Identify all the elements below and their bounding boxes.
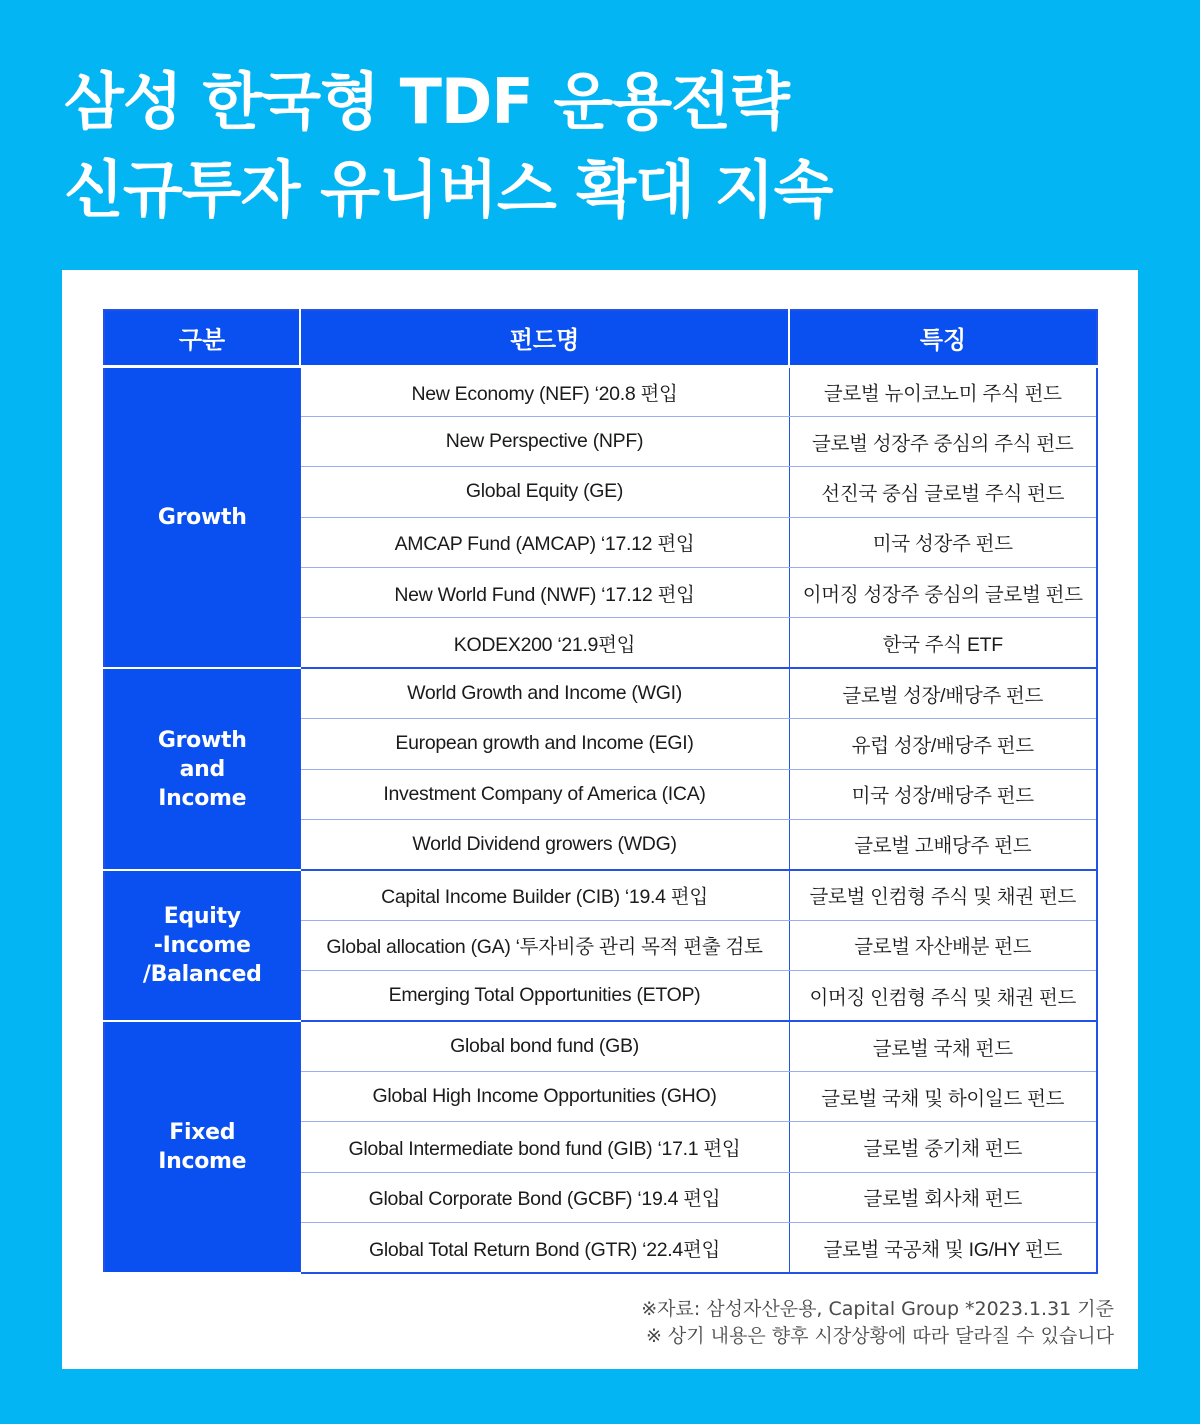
- feature-cell: 한국 주식 ETF: [789, 618, 1097, 668]
- fund-name-cell: New Perspective (NPF): [300, 416, 789, 466]
- table-row: [104, 366, 1097, 416]
- table-body: [104, 366, 1097, 1273]
- fund-name-cell: World Dividend growers (WDG): [300, 820, 789, 870]
- category-cell: [104, 1021, 300, 1273]
- category-label-line: Income: [158, 785, 247, 811]
- source-note: ※자료: 삼성자산운용, Capital Group *2023.1.31 기준: [641, 1298, 1114, 1320]
- header-feature: 특징: [789, 310, 1097, 366]
- feature-cell: 이머징 성장주 중심의 글로벌 펀드: [789, 568, 1097, 618]
- category-label-line: and: [179, 756, 225, 782]
- feature-cell: 글로벌 회사채 펀드: [789, 1172, 1097, 1222]
- feature-cell: 이머징 인컴형 주식 및 채권 펀드: [789, 971, 1097, 1021]
- category-label-line: Income: [158, 1149, 247, 1175]
- fund-name-cell: Global Total Return Bond (GTR) ‘22.4편입: [300, 1223, 789, 1273]
- fund-name-cell: New World Fund (NWF) ‘17.12 편입: [300, 568, 789, 618]
- category-label-line: -Income: [153, 932, 251, 958]
- feature-cell: 미국 성장주 펀드: [789, 517, 1097, 567]
- fund-name-cell: Global Equity (GE): [300, 467, 789, 517]
- footnotes: [641, 1296, 1114, 1350]
- feature-cell: 미국 성장/배당주 펀드: [789, 769, 1097, 819]
- feature-cell: 글로벌 인컴형 주식 및 채권 펀드: [789, 870, 1097, 920]
- table-row: [104, 1021, 1097, 1071]
- category-cell: [104, 366, 300, 668]
- fund-name-cell: Global bond fund (GB): [300, 1021, 789, 1071]
- content-card: [62, 270, 1138, 1369]
- fund-name-cell: AMCAP Fund (AMCAP) ‘17.12 편입: [300, 517, 789, 567]
- category-cell: [104, 870, 300, 1021]
- header-category: 구분: [104, 310, 300, 366]
- category-label-line: Equity: [163, 903, 241, 929]
- disclaimer-note: ※ 상기 내용은 향후 시장상황에 따라 달라질 수 있습니다: [645, 1325, 1114, 1347]
- feature-cell: 글로벌 자산배분 펀드: [789, 920, 1097, 970]
- table-header-row: [104, 310, 1097, 366]
- category-label-line: Fixed: [169, 1120, 236, 1146]
- fund-table: [103, 309, 1098, 1274]
- feature-cell: 글로벌 국채 펀드: [789, 1021, 1097, 1071]
- page-title: [64, 58, 832, 234]
- category-label-line: /Balanced: [142, 961, 262, 987]
- fund-name-cell: Global Corporate Bond (GCBF) ‘19.4 편입: [300, 1172, 789, 1222]
- fund-name-cell: Global High Income Opportunities (GHO): [300, 1071, 789, 1121]
- fund-name-cell: Global allocation (GA) ‘투자비중 관리 목적 편출 검토: [300, 920, 789, 970]
- fund-name-cell: European growth and Income (EGI): [300, 719, 789, 769]
- feature-cell: 유럽 성장/배당주 펀드: [789, 719, 1097, 769]
- title-line-1: 삼성 한국형 TDF 운용전략: [64, 65, 789, 138]
- fund-name-cell: KODEX200 ‘21.9편입: [300, 618, 789, 668]
- fund-name-cell: New Economy (NEF) ‘20.8 편입: [300, 366, 789, 416]
- fund-name-cell: Capital Income Builder (CIB) ‘19.4 편입: [300, 870, 789, 920]
- feature-cell: 글로벌 국공채 및 IG/HY 펀드: [789, 1223, 1097, 1273]
- feature-cell: 선진국 중심 글로벌 주식 펀드: [789, 467, 1097, 517]
- category-cell: [104, 668, 300, 870]
- feature-cell: 글로벌 성장주 중심의 주식 펀드: [789, 416, 1097, 466]
- feature-cell: 글로벌 중기채 펀드: [789, 1122, 1097, 1172]
- title-line-2: 신규투자 유니버스 확대 지속: [64, 153, 833, 226]
- fund-name-cell: Global Intermediate bond fund (GIB) ‘17.1 편입: [300, 1122, 789, 1172]
- table-row: [104, 870, 1097, 920]
- fund-name-cell: Investment Company of America (ICA): [300, 769, 789, 819]
- feature-cell: 글로벌 성장/배당주 펀드: [789, 668, 1097, 718]
- fund-name-cell: Emerging Total Opportunities (ETOP): [300, 971, 789, 1021]
- table-row: [104, 668, 1097, 718]
- header-fund-name: 펀드명: [300, 310, 789, 366]
- fund-name-cell: World Growth and Income (WGI): [300, 668, 789, 718]
- feature-cell: 글로벌 고배당주 펀드: [789, 820, 1097, 870]
- category-label-line: Growth: [157, 727, 247, 753]
- category-label-line: Growth: [157, 504, 247, 530]
- feature-cell: 글로벌 뉴이코노미 주식 펀드: [789, 366, 1097, 416]
- feature-cell: 글로벌 국채 및 하이일드 펀드: [789, 1071, 1097, 1121]
